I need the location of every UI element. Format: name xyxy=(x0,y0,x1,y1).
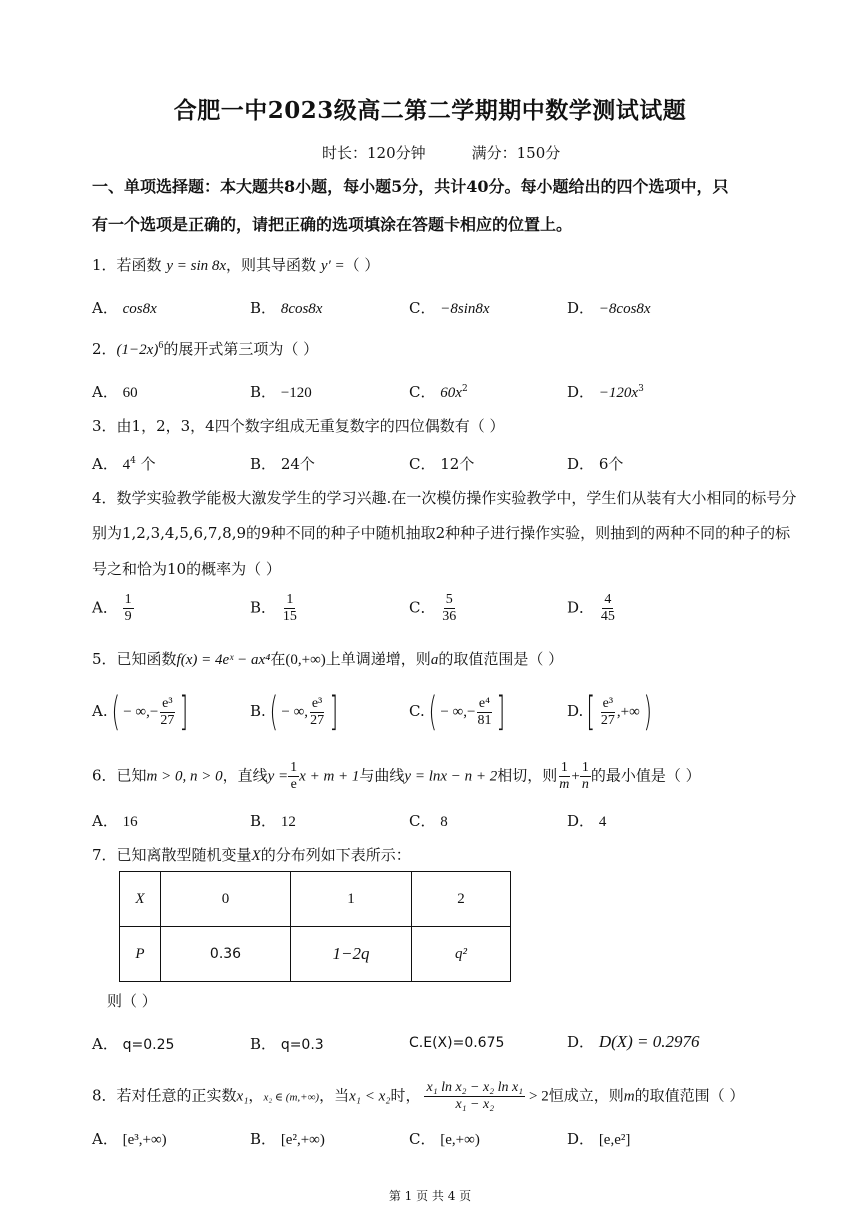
q2-option-d[interactable]: D． $-120x^3$ xyxy=(567,383,644,401)
table-cell: 1 xyxy=(291,872,412,927)
section-line-2: 有一个选项是正确的，请把正确的选项填涂在答题卡相应的位置上。 xyxy=(92,215,573,234)
q4-option-a[interactable]: A． $\frac{1}{9}$ xyxy=(92,592,132,624)
section-line-1: 一、单项选择题：本大题共8小题，每小题5分，共计40分。每小题给出的四个选项中，只 xyxy=(92,177,729,196)
question-8-stem: 8．若对任意的正实数x₁，x₂ ∈ (m,+∞)，当x₁ < x₂时， $\frac{\text{x₁ ln x₂ − x₂ ln x₁}}{\text{x₁ − x₂}}$ > 2恒成立，则m的取值范围（ ） xyxy=(92,1080,745,1112)
q1-option-c[interactable]: C． −8sin8x xyxy=(409,299,490,317)
q7-option-c[interactable]: C.E(X)=0.675 xyxy=(409,1035,505,1051)
q8-option-b[interactable]: B． [e²,+∞) xyxy=(250,1130,325,1148)
exam-title: 合肥一中2023级高二第二学期期中数学测试试题 xyxy=(173,97,687,124)
question-1-stem: 1．若函数 y = sin 8x，则其导函数 y′ =（ ） xyxy=(92,256,380,274)
table-cell: X xyxy=(120,872,161,927)
question-6-stem: 6．已知m > 0, n > 0，直线y = $\frac{1}{e}$ x + m + 1与曲线y = lnx − n + 2相切，则 $\frac{1}{m}$ + $\frac{1}{n}$ 的最小值是（ ） xyxy=(92,760,701,792)
q7-option-a[interactable]: A． q=0.25 xyxy=(92,1035,175,1053)
q5-function: f(x) = 4eˣ − ax⁴ xyxy=(176,652,271,668)
table-row xyxy=(120,927,511,982)
table-cell: 1−2q xyxy=(291,927,412,982)
q6-option-b[interactable]: B． 12 xyxy=(250,812,296,830)
q8-option-c[interactable]: C． [e,+∞) xyxy=(409,1130,480,1148)
table-cell: 0.36 xyxy=(161,927,291,982)
question-4-line-3: 号之和恰为10的概率为（ ） xyxy=(92,560,281,578)
question-7-then: 则（ ） xyxy=(107,992,157,1010)
q5-option-d[interactable]: D.[ $\frac{\text{e³}}{27}$ ,+∞) xyxy=(567,689,652,735)
q5-option-a[interactable]: A.( − ∞,− $\frac{\text{e³}}{27}$ ] xyxy=(92,689,189,735)
q1-option-d[interactable]: D． −8cos8x xyxy=(567,299,651,317)
section-heading xyxy=(92,168,837,244)
q3-option-c[interactable]: C． 12个 xyxy=(409,455,475,473)
full-score: 满分：150分 xyxy=(471,144,561,162)
table-row xyxy=(120,872,511,927)
q4-option-c[interactable]: C． $\frac{5}{36}$ xyxy=(409,592,457,624)
q3-option-b[interactable]: B． 24个 xyxy=(250,455,315,473)
question-2-stem: 2．$(1-2x)^6$的展开式第三项为（ ） xyxy=(92,340,319,358)
q3-option-a[interactable]: A． $4^4$ 个 xyxy=(92,455,156,473)
duration: 时长：120分钟 xyxy=(322,144,426,162)
q2-expression: (1−2x) xyxy=(116,342,159,358)
q4-option-b[interactable]: B． $\frac{1}{15}$ xyxy=(250,592,297,624)
q6-option-a[interactable]: A． 16 xyxy=(92,812,138,830)
question-4-line-1: 4．数学实验教学能极大激发学生的学习兴趣.在一次模仿操作实验教学中，学生们从装有大小相同的标号分 xyxy=(92,489,797,507)
distribution-table xyxy=(119,871,511,982)
question-7-stem: 7．已知离散型随机变量X的分布列如下表所示： xyxy=(92,846,411,864)
table-cell: P xyxy=(120,927,161,982)
q5-option-c[interactable]: C.( − ∞,− $\frac{\text{e⁴}}{81}$ ] xyxy=(409,689,506,735)
q8-option-d[interactable]: D． [e,e²] xyxy=(567,1130,631,1148)
q2-option-b[interactable]: B． −120 xyxy=(250,383,312,401)
q7-option-d[interactable]: D． D(X) = 0.2976 xyxy=(567,1032,700,1051)
q6-option-c[interactable]: C． 8 xyxy=(409,812,448,830)
q7-option-b[interactable]: B． q=0.3 xyxy=(250,1035,324,1053)
q2-option-c[interactable]: C． $60x^2$ xyxy=(409,383,468,401)
q2-option-a[interactable]: A． 60 xyxy=(92,383,138,401)
q5-option-b[interactable]: B.( − ∞, $\frac{\text{e³}}{27}$ ] xyxy=(250,689,339,735)
q8-option-a[interactable]: A． [e³,+∞) xyxy=(92,1130,167,1148)
exam-info xyxy=(322,142,606,163)
q4-option-d[interactable]: D． $\frac{4}{45}$ xyxy=(567,592,615,624)
question-4-line-2: 别为1,2,3,4,5,6,7,8,9的9种不同的种子中随机抽取2种种子进行操作实验，则抽到的两种不同的种子的标 xyxy=(92,524,791,542)
q1-option-a[interactable]: A． cos8x xyxy=(92,299,157,317)
table-cell: 0 xyxy=(161,872,291,927)
question-3-stem: 3．由1，2，3，4四个数字组成无重复数字的四位偶数有（ ） xyxy=(92,417,505,435)
table-cell: 2 xyxy=(412,872,511,927)
q6-option-d[interactable]: D． 4 xyxy=(567,812,607,830)
page-footer: 第 1 页 共 4 页 xyxy=(388,1189,472,1203)
q1-function: y = sin 8x xyxy=(166,258,227,274)
question-5-stem: 5．已知函数f(x) = 4eˣ − ax⁴在(0,+∞)上单调递增，则a的取值范围是（ ） xyxy=(92,650,564,668)
q1-derivative: y′ = xyxy=(320,258,345,274)
q1-option-b[interactable]: B． 8cos8x xyxy=(250,299,323,317)
table-cell: q² xyxy=(412,927,511,982)
q3-option-d[interactable]: D． 6个 xyxy=(567,455,624,473)
